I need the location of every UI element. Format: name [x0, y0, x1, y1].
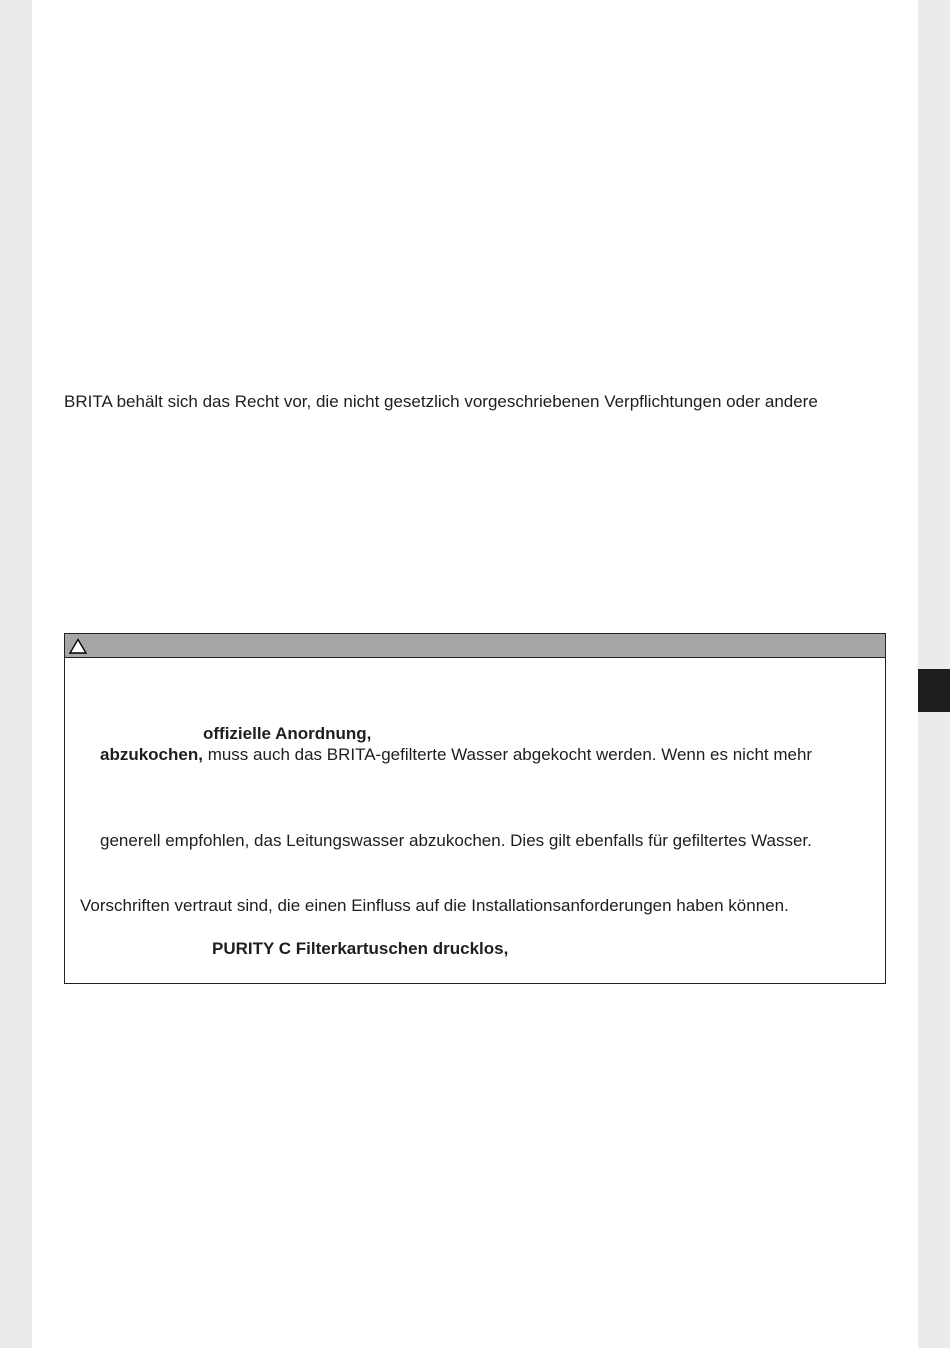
warning-regulations: Vorschriften vertraut sind, die einen Einfluss auf die Installationsanforderungen haben können.: [80, 896, 789, 915]
warning-official-order: offizielle Anordnung,: [203, 724, 372, 743]
warning-boil-rest: muss auch das BRITA-gefilterte Wasser abgekocht werden. Wenn es nicht mehr: [202, 745, 813, 764]
warning-box: [64, 633, 886, 984]
notice-paragraph: BRITA behält sich das Recht vor, die nicht gesetzlich vorgeschriebenen Verpflichtungen oder andere: [64, 392, 818, 411]
warning-general-recommendation: generell empfohlen, das Leitungswasser abzukochen. Dies gilt ebenfalls für gefiltertes Wasser.: [100, 831, 812, 850]
warning-triangle-icon: [69, 638, 87, 654]
warning-purity: PURITY C Filterkartuschen drucklos,: [212, 939, 509, 958]
warning-boil-bold: abzukochen,: [100, 745, 203, 764]
warning-header: [65, 634, 885, 658]
side-tab: [918, 669, 950, 712]
warning-boil-line: [100, 745, 812, 765]
